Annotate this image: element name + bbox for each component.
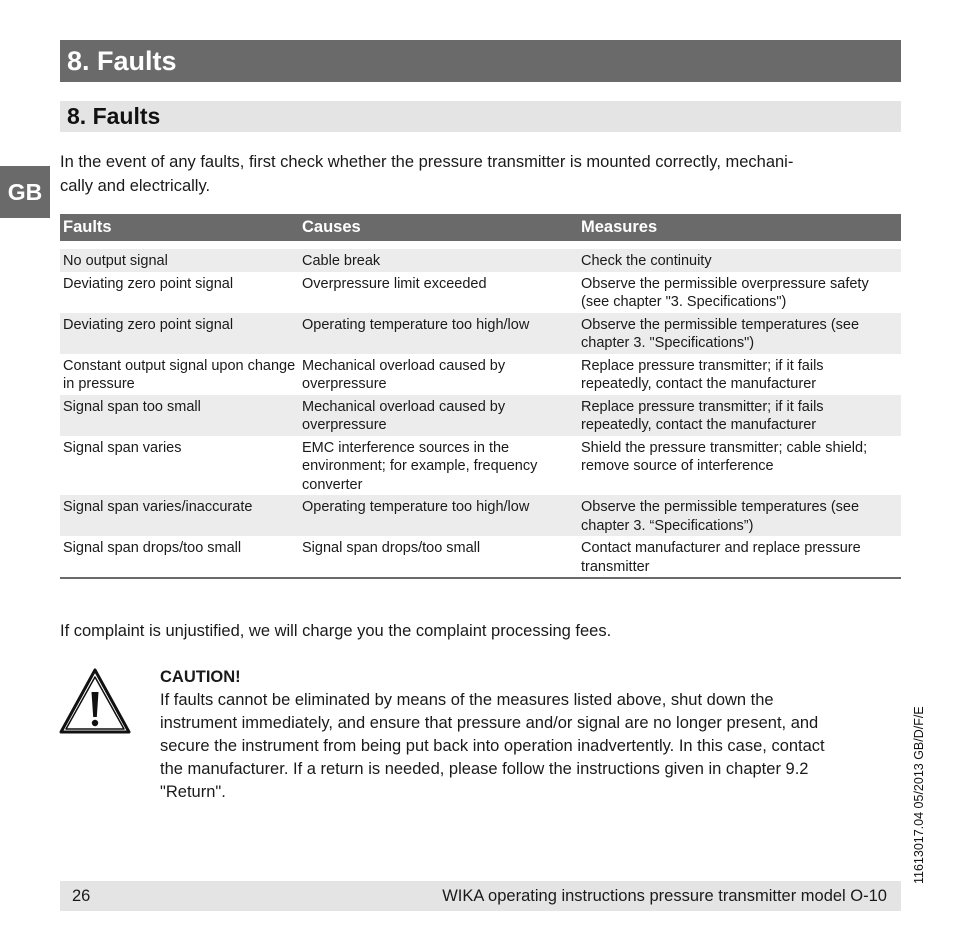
fault-cell: Deviating zero point signal [60,313,299,354]
table-row [60,536,901,578]
measure-cell: Observe the permissible temperatures (see chapter 3. “Specifications”) [578,495,901,536]
caution-line: secure the instrument from being put back into operation inadvertently. In this case, contact [160,737,825,755]
measure-cell: Replace pressure transmitter; if it fails repeatedly, contact the manufacturer [578,395,901,436]
table-row [60,436,901,496]
faults-table [60,214,901,579]
table-header-row [60,214,901,241]
measure-cell: Observe the permissible overpressure safety (see chapter "3. Specifications") [578,272,901,313]
table-row [60,272,901,313]
fault-cell: Deviating zero point signal [60,272,299,313]
caution-line: the manufacturer. If a return is needed, please follow the instructions given in chapter 9.2 [160,760,809,778]
measure-cell: Replace pressure transmitter; if it fails repeatedly, contact the manufacturer [578,354,901,395]
intro-line: cally and electrically. [60,177,211,195]
table-row [60,354,901,395]
caution-block [160,666,905,804]
fault-cell: Constant output signal upon change in pressure [60,354,299,395]
cause-cell: Overpressure limit exceeded [299,272,578,313]
cause-cell: Operating temperature too high/low [299,495,578,536]
intro-paragraph [60,150,890,198]
cause-cell: Operating temperature too high/low [299,313,578,354]
caution-line: instrument immediately, and ensure that pressure and/or signal are no longer present, and [160,714,819,732]
intro-line: In the event of any faults, first check whether the pressure transmitter is mounted correctly, mechani- [60,153,794,171]
measure-cell: Observe the permissible temperatures (see chapter 3. "Specifications") [578,313,901,354]
header-causes: Causes [302,218,361,236]
measure-cell: Contact manufacturer and replace pressure transmitter [578,536,901,578]
table-row [60,313,901,354]
table-row [60,495,901,536]
warning-triangle-icon [58,667,132,735]
fault-cell: Signal span drops/too small [60,536,299,578]
cause-cell: Cable break [299,249,578,272]
header-measures: Measures [581,218,658,236]
fault-cell: No output signal [60,249,299,272]
chapter-heading: 8. Faults [60,40,901,82]
footer-title: WIKA operating instructions pressure transmitter model O-10 [442,887,887,905]
cause-cell: Mechanical overload caused by overpressure [299,354,578,395]
document-code: 11613017.04 05/2013 GB/D/F/E [912,706,926,884]
cause-cell: Mechanical overload caused by overpressure [299,395,578,436]
table-row [60,395,901,436]
fault-cell: Signal span too small [60,395,299,436]
cause-cell: Signal span drops/too small [299,536,578,578]
header-faults: Faults [63,218,112,236]
language-tab: GB [0,166,50,218]
caution-title: CAUTION! [160,668,241,686]
measure-cell: Shield the pressure transmitter; cable shield; remove source of interference [578,436,901,496]
caution-line: "Return". [160,783,226,801]
page-footer [60,881,901,911]
fault-cell: Signal span varies/inaccurate [60,495,299,536]
section-heading: 8. Faults [60,101,901,132]
page-number: 26 [72,887,91,905]
fault-cell: Signal span varies [60,436,299,496]
table-row [60,249,901,272]
caution-line: If faults cannot be eliminated by means of the measures listed above, shut down the [160,691,774,709]
complaint-note: If complaint is unjustified, we will charge you the complaint processing fees. [60,622,612,640]
cause-cell: EMC interference sources in the environment; for example, frequency converter [299,436,578,496]
measure-cell: Check the continuity [578,249,901,272]
